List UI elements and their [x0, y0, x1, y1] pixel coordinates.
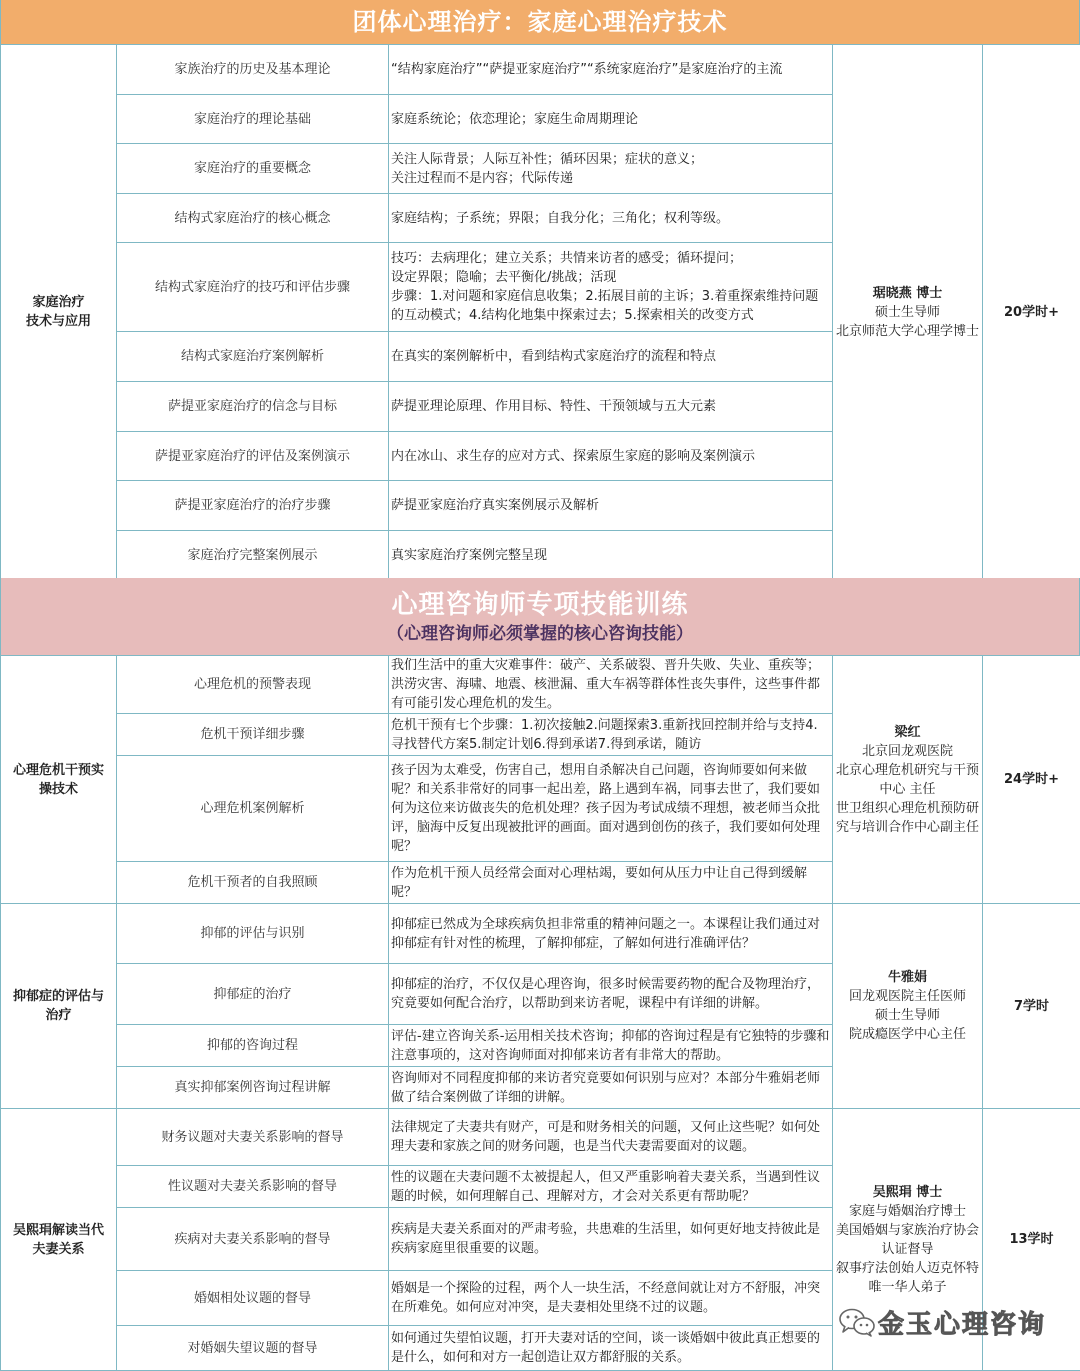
description-cell: 真实家庭治疗案例完整呈现: [389, 531, 833, 580]
topic-cell: 疾病对夫妻关系影响的督导: [117, 1208, 389, 1271]
topic-cell: 结构式家庭治疗的技巧和评估步骤: [117, 243, 389, 332]
teacher-title-line: 回龙观医院主任医师: [835, 987, 980, 1006]
category-cell: 家庭治疗 技术与应用: [1, 45, 117, 580]
watermark-text: 金玉心理咨询: [878, 1304, 1046, 1341]
teacher-name: 梁红: [835, 723, 980, 742]
teacher-title-line: 家庭与婚姻治疗博士: [835, 1202, 980, 1221]
teacher-title-line: 美国婚姻与家族治疗协会认证督导: [835, 1221, 980, 1259]
description-cell: 疾病是夫妻关系面对的严肃考验，共患难的生活里，如何更好地支持彼此是疾病家庭里很重要的议题。: [389, 1208, 833, 1271]
description-cell: 家庭系统论；依恋理论；家庭生命周期理论: [389, 95, 833, 144]
description-cell: 萨提亚家庭治疗真实案例展示及解析: [389, 481, 833, 531]
teacher-name: 牛雅娟: [835, 968, 980, 987]
topic-cell: 萨提亚家庭治疗的评估及案例演示: [117, 432, 389, 481]
description-cell: 法律规定了夫妻共有财产，可是和财务相关的问题，又何止这些呢？如何处理夫妻和家族之间的财务问题，也是当代夫妻需要面对的议题。: [389, 1109, 833, 1166]
topic-cell: 家庭治疗的重要概念: [117, 144, 389, 194]
teacher-title-line: 世卫组织心理危机预防研究与培训合作中心副主任: [835, 799, 980, 837]
topic-cell: 家庭治疗完整案例展示: [117, 531, 389, 580]
teacher-name: 琚晓燕 博士: [835, 284, 980, 303]
topic-cell: 危机干预者的自我照顾: [117, 862, 389, 904]
topic-cell: 性议题对夫妻关系影响的督导: [117, 1166, 389, 1208]
topic-cell: 萨提亚家庭治疗的治疗步骤: [117, 481, 389, 531]
topic-cell: 婚姻相处议题的督导: [117, 1271, 389, 1326]
description-cell: 在真实的案例解析中，看到结构式家庭治疗的流程和特点: [389, 332, 833, 382]
hours-cell: 24学时+: [983, 656, 1080, 904]
teacher-title-line: 硕士生导师: [835, 303, 980, 322]
section-title-family-therapy: [0, 0, 1080, 44]
topic-cell: 抑郁症的治疗: [117, 964, 389, 1025]
watermark: [838, 1302, 1058, 1342]
teacher-title-line: 北京心理危机研究与干预中心 主任: [835, 761, 980, 799]
topic-cell: 对婚姻失望议题的督导: [117, 1326, 389, 1371]
description-cell: 如何通过失望怕议题，打开夫妻对话的空间，谈一谈婚姻中彼此真正想要的是什么，如何和对方一起创造让双方都舒服的关系。: [389, 1326, 833, 1371]
topic-cell: 结构式家庭治疗的核心概念: [117, 194, 389, 243]
topic-cell: 心理危机的预警表现: [117, 656, 389, 714]
section-subtitle: （心理咨询师必须掌握的核心咨询技能）: [1, 621, 1079, 647]
topic-cell: 家族治疗的历史及基本理论: [117, 45, 389, 95]
description-cell: “结构家庭治疗”“萨提亚家庭治疗”“系统家庭治疗”是家庭治疗的主流: [389, 45, 833, 95]
topic-cell: 危机干预详细步骤: [117, 714, 389, 756]
topic-cell: 财务议题对夫妻关系影响的督导: [117, 1109, 389, 1166]
topic-cell: 抑郁的咨询过程: [117, 1025, 389, 1067]
teacher-cell: [833, 904, 983, 1109]
skills-training-table: [0, 655, 1080, 1371]
section-title-text: 团体心理治疗：家庭心理治疗技术: [1, 0, 1079, 44]
description-cell: 危机干预有七个步骤：1.初次接触2.问题探索3.重新找回控制并给与支持4.寻找替代方案5.制定计划6.得到承诺7.得到承诺，随访: [389, 714, 833, 756]
topic-cell: 真实抑郁案例咨询过程讲解: [117, 1067, 389, 1109]
description-cell: 作为危机干预人员经常会面对心理枯竭，要如何从压力中让自己得到缓解呢？: [389, 862, 833, 904]
teacher-cell: [833, 45, 983, 580]
description-cell: 技巧：去病理化；建立关系；共情来访者的感受；循环提问； 设定界限；隐喻；去平衡化/挑战；活现 步骤：1.对问题和家庭信息收集；2.拓展目前的主诉；3.着重探索维持问题的互动模式；4.结构化地集中探索过去；5.探索相关的改变方式: [389, 243, 833, 332]
teacher-cell: [833, 656, 983, 904]
teacher-title-line: 硕士生导师: [835, 1006, 980, 1025]
description-cell: 内在冰山、求生存的应对方式、探索原生家庭的影响及案例演示: [389, 432, 833, 481]
topic-cell: 萨提亚家庭治疗的信念与目标: [117, 382, 389, 432]
category-cell: 抑郁症的评估与 治疗: [1, 904, 117, 1109]
category-cell: 吴熙琄解读当代 夫妻关系: [1, 1109, 117, 1371]
description-cell: 抑郁症已然成为全球疾病负担非常重的精神问题之一。本课程让我们通过对抑郁症有针对性的梳理，了解抑郁症，了解如何进行准确评估？: [389, 904, 833, 964]
description-cell: 婚姻是一个探险的过程，两个人一块生活，不经意间就让对方不舒服，冲突在所难免。如何应对冲突，是夫妻相处里绕不过的议题。: [389, 1271, 833, 1326]
teacher-name: 吴熙琄 博士: [835, 1183, 980, 1202]
section-title-text: 心理咨询师专项技能训练: [1, 578, 1079, 621]
teacher-title-line: 叙事疗法创始人迈克怀特唯一华人弟子: [835, 1259, 980, 1297]
description-cell: 关注人际背景；人际互补性；循环因果；症状的意义； 关注过程而不是内容；代际传递: [389, 144, 833, 194]
section-title-skills-training: [0, 578, 1080, 655]
description-cell: 性的议题在夫妻问题不太被提起人，但又严重影响着夫妻关系，当遇到性议题的时候，如何理解自己、理解对方，才会对关系更有帮助呢？: [389, 1166, 833, 1208]
wechat-icon: [838, 1307, 876, 1337]
category-cell: 心理危机干预实 操技术: [1, 656, 117, 904]
family-therapy-table: [0, 44, 1080, 580]
teacher-title-line: 北京师范大学心理学博士: [835, 322, 980, 341]
description-cell: 孩子因为太难受，伤害自己，想用自杀解决自己问题，咨询师要如何来做呢？和关系非常好的同事一起出差，路上遇到车祸，同事去世了，我们要如何为这位来访做丧失的危机处理？孩子因为考试成绩不理想，被老师当众批评，脑海中反复出现被批评的画面。面对遇到创伤的孩子，我们要如何处理呢？: [389, 756, 833, 862]
table-row: [1, 1109, 1080, 1166]
description-cell: 评估-建立咨询关系-运用相关技术咨询；抑郁的咨询过程是有它独特的步骤和注意事项的，这对咨询师面对抑郁来访者有非常大的帮助。: [389, 1025, 833, 1067]
topic-cell: 家庭治疗的理论基础: [117, 95, 389, 144]
table-row: [1, 45, 1080, 95]
table-row: [1, 904, 1080, 964]
teacher-title-line: 北京回龙观医院: [835, 742, 980, 761]
hours-cell: 20学时+: [983, 45, 1080, 580]
description-cell: 家庭结构；子系统；界限；自我分化；三角化；权利等级。: [389, 194, 833, 243]
teacher-title-line: 院成瘾医学中心主任: [835, 1025, 980, 1044]
description-cell: 咨询师对不同程度抑郁的来访者究竟要如何识别与应对？本部分牛雅娟老师做了结合案例做了详细的讲解。: [389, 1067, 833, 1109]
topic-cell: 心理危机案例解析: [117, 756, 389, 862]
description-cell: 我们生活中的重大灾难事件：破产、关系破裂、晋升失败、失业、重疾等；洪涝灾害、海啸、地震、核泄漏、重大车祸等群体性丧失事件，这些事件都有可能引发心理危机的发生。: [389, 656, 833, 714]
hours-cell: 7学时: [983, 904, 1080, 1109]
description-cell: 抑郁症的治疗，不仅仅是心理咨询，很多时候需要药物的配合及物理治疗，究竟要如何配合治疗，以帮助到来访者呢，课程中有详细的讲解。: [389, 964, 833, 1025]
topic-cell: 抑郁的评估与识别: [117, 904, 389, 964]
hours-cell: 13学时: [983, 1109, 1080, 1371]
table-row: [1, 656, 1080, 714]
description-cell: 萨提亚理论原理、作用目标、特性、干预领域与五大元素: [389, 382, 833, 432]
topic-cell: 结构式家庭治疗案例解析: [117, 332, 389, 382]
